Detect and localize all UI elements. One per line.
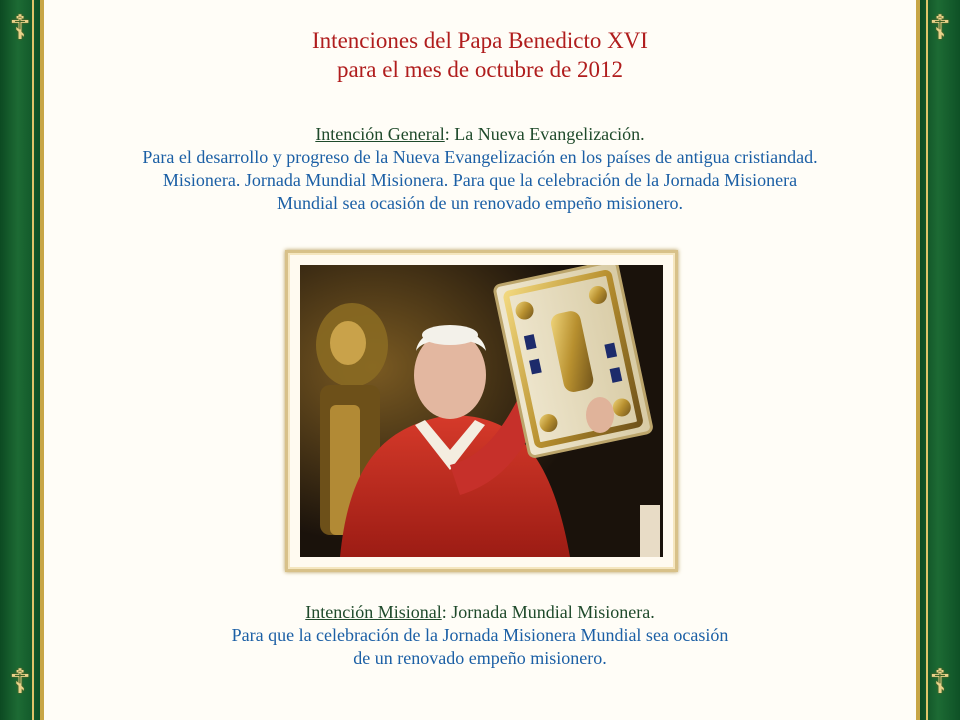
mission-intention-line-2: de un renovado empeño misionero. [353, 648, 607, 668]
photo-frame [285, 250, 678, 572]
pope-holding-gospel-book-photo [300, 265, 663, 557]
pope-photo [300, 265, 663, 557]
mission-intention-heading [44, 601, 916, 624]
general-intention-subject: : La Nueva Evangelización. [444, 124, 645, 144]
cross-icon: ☦ [8, 8, 32, 48]
title-line-2: para el mes de octubre de 2012 [336, 57, 624, 82]
mission-intention-subject: : Jornada Mundial Misionera. [441, 602, 655, 622]
cross-icon: ☦ [928, 662, 952, 702]
general-intention-label: Intención General [315, 124, 445, 144]
general-intention [44, 123, 916, 215]
slide-content [44, 0, 916, 720]
general-intention-line-2: Misionera. Jornada Mundial Misionera. Para que la celebración de la Jornada Misionera [162, 170, 798, 190]
left-green-border [0, 0, 44, 720]
mission-intention-label: Intención Misional [305, 602, 442, 622]
right-gold-line [926, 0, 928, 720]
general-intention-line-3: Mundial sea ocasión de un renovado empeño misionero. [277, 193, 683, 213]
cross-icon: ☦ [8, 662, 32, 702]
cross-icon: ☦ [928, 8, 952, 48]
right-green-border [916, 0, 960, 720]
title-line-1: Intenciones del Papa Benedicto XVI [312, 28, 648, 53]
left-gold-line [32, 0, 34, 720]
mission-intention [44, 601, 916, 670]
mission-intention-line-1: Para que la celebración de la Jornada Misionera Mundial sea ocasión [231, 625, 729, 645]
slide-title [44, 26, 916, 84]
general-intention-line-1: Para el desarrollo y progreso de la Nueva Evangelización en los países de antigua cristiandad. [142, 147, 818, 167]
general-intention-heading [44, 123, 916, 146]
